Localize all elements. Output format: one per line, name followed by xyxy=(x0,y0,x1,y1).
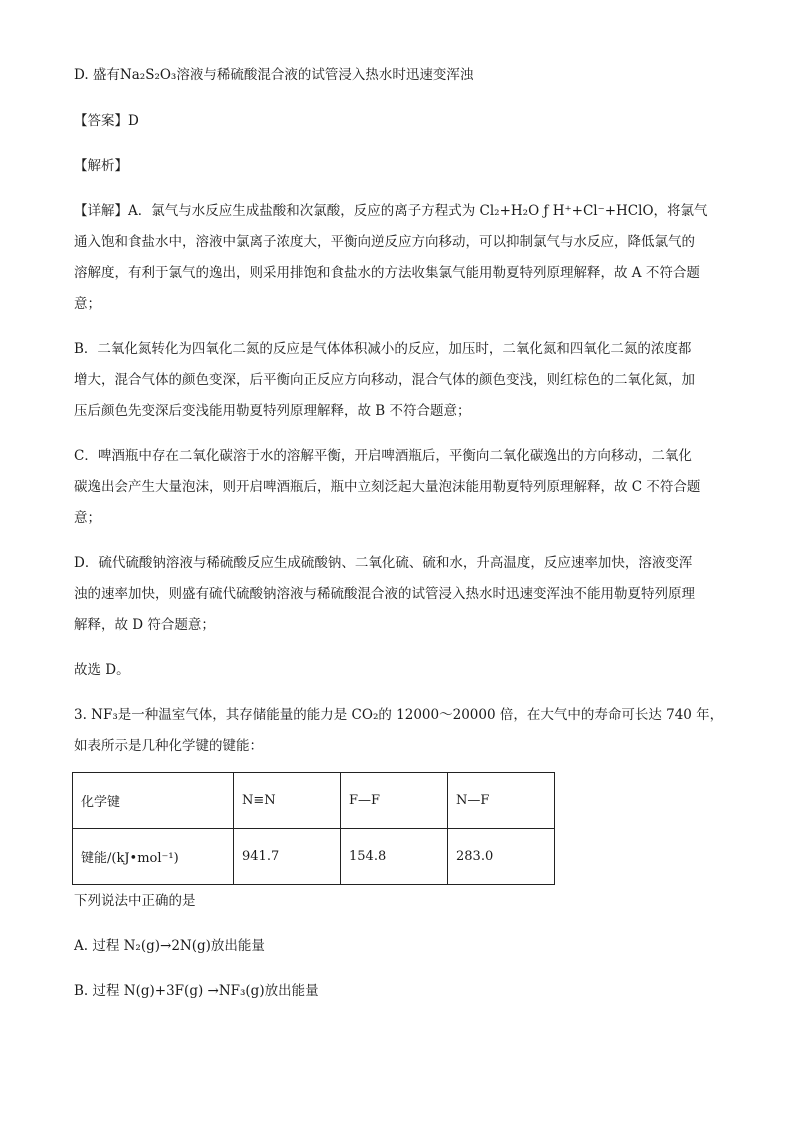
table-cell: 键能/(kJ•mol⁻¹) xyxy=(73,829,234,885)
detail-a-line-1: 【详解】A．氯气与水反应生成盐酸和次氯酸，反应的离子方程式为 Cl₂+H₂O ƒ H⁺+Cl⁻+HClO，将氯气 xyxy=(74,203,708,219)
detail-b-line-3: 压后颜色先变深后变浅能用勒夏特列原理解释，故 B 不符合题意； xyxy=(74,403,471,419)
analysis-label: 【解析】 xyxy=(74,158,128,174)
answer-label: 【答案】D xyxy=(74,113,139,129)
table-cell: 941.7 xyxy=(234,829,341,885)
table-cell: F—F xyxy=(341,773,448,829)
table-row xyxy=(73,829,555,885)
detail-d-line-1: D．硫代硫酸钠溶液与稀硫酸反应生成硫酸钠、二氧化硫、硫和水，升高温度，反应速率加快，溶液变浑 xyxy=(74,555,693,571)
option-b-line: B. 过程 N(g)+3F(g) →NF₃(g)放出能量 xyxy=(74,983,319,999)
detail-d-line-2: 浊的速率加快，则盛有硫代硫酸钠溶液与稀硫酸混合液的试管浸入热水时迅速变浑浊不能用勒夏特列原理 xyxy=(74,586,695,602)
table-cell: 283.0 xyxy=(448,829,555,885)
detail-c-line-1: C．啤酒瓶中存在二氧化碳溶于水的溶解平衡，开启啤酒瓶后，平衡向二氧化碳逸出的方向移动，二氧化 xyxy=(74,448,692,464)
detail-b-line-1: B．二氧化氮转化为四氧化二氮的反应是气体体积减小的反应，加压时，二氧化氮和四氧化二氮的浓度都 xyxy=(74,341,692,357)
table-header-row xyxy=(73,773,555,829)
table-cell: N≡N xyxy=(234,773,341,829)
table-cell: N—F xyxy=(448,773,555,829)
table-cell: 化学键 xyxy=(73,773,234,829)
detail-c-line-3: 意； xyxy=(74,510,101,526)
detail-a-line-3: 溶解度，有利于氯气的逸出，则采用排饱和食盐水的方法收集氯气能用勒夏特列原理解释，故 A 不符合题 xyxy=(74,265,700,281)
detail-b-line-2: 增大，混合气体的颜色变深，后平衡向正反应方向移动，混合气体的颜色变浅，则红棕色的二氧化氮，加 xyxy=(74,372,695,388)
option-d-line: D. 盛有Na₂S₂O₃溶液与稀硫酸混合液的试管浸入热水时迅速变浑浊 xyxy=(74,67,474,83)
bond-energy-table xyxy=(72,772,555,885)
conclusion-line: 故选 D。 xyxy=(74,662,130,678)
question-3-line-1: 3. NF₃是一种温室气体，其存储能量的能力是 CO₂的 12000～20000 倍，在大气中的寿命可长达 740 年， xyxy=(74,707,724,723)
question-3-prompt: 下列说法中正确的是 xyxy=(74,893,196,909)
detail-d-line-3: 解释，故 D 符合题意； xyxy=(74,617,215,633)
detail-a-line-2: 通入饱和食盐水中，溶液中氯离子浓度大，平衡向逆反应方向移动，可以抑制氯气与水反应，降低氯气的 xyxy=(74,234,695,250)
question-3-line-2: 如表所示是几种化学键的键能： xyxy=(74,738,263,754)
detail-c-line-2: 碳逸出会产生大量泡沫，则开启啤酒瓶后，瓶中立刻泛起大量泡沫能用勒夏特列原理解释，故 C 不符合题 xyxy=(74,479,701,495)
table-cell: 154.8 xyxy=(341,829,448,885)
option-a-line: A. 过程 N₂(g)→2N(g)放出能量 xyxy=(74,938,265,954)
detail-a-line-4: 意； xyxy=(74,296,101,312)
